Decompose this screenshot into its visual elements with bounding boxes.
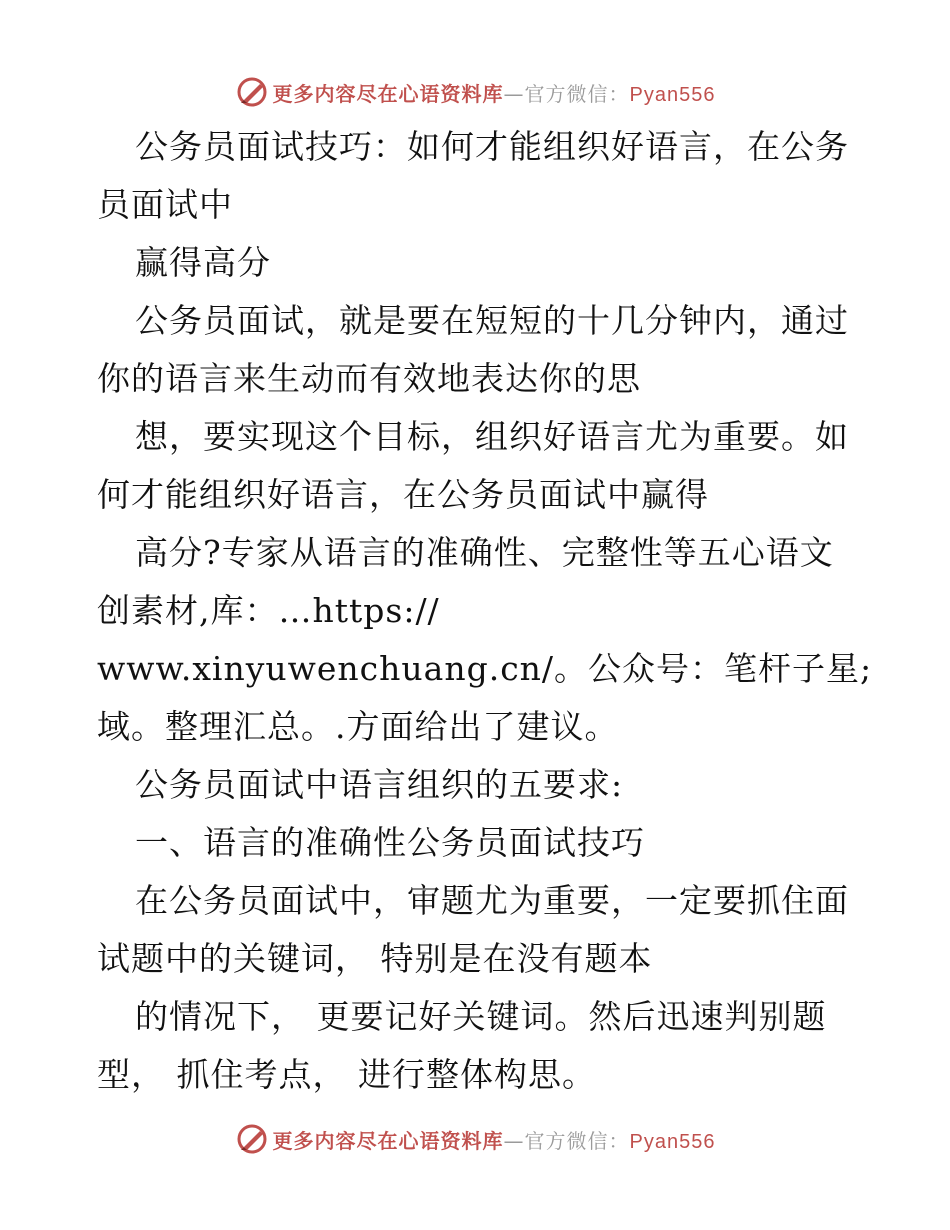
text-line: 创素材,库：…https:// bbox=[97, 591, 440, 630]
text-line: 高分?专家从语言的准确性、完整性等五心语文 bbox=[135, 533, 834, 572]
text-line: 型， 抓住考点， 进行整体构思。 bbox=[97, 1055, 596, 1094]
header-dash: — bbox=[503, 81, 525, 106]
document-body bbox=[97, 118, 873, 1104]
header-handle: Pyan556 bbox=[629, 83, 716, 106]
header-banner bbox=[0, 70, 950, 114]
footer-text bbox=[273, 1125, 716, 1154]
text-line: 你的语言来生动而有效地表达你的思 bbox=[97, 359, 641, 398]
pen-logo-icon bbox=[235, 75, 269, 109]
footer-banner bbox=[0, 1117, 950, 1161]
text-line: 想，要实现这个目标，组织好语言尤为重要。如 bbox=[135, 417, 849, 456]
text-line: 域。整理汇总。.方面给出了建议。 bbox=[97, 707, 619, 746]
text-line: 在公务员面试中，审题尤为重要，一定要抓住面 bbox=[135, 881, 849, 920]
footer-dash: — bbox=[503, 1128, 525, 1153]
text-line: 公务员面试技巧：如何才能组织好语言，在公务 bbox=[135, 127, 849, 166]
text-line: www.xinyuwenchuang.cn/。公众号：笔杆子星; bbox=[97, 649, 873, 688]
header-official: 官方微信： bbox=[524, 81, 630, 106]
text-line: 公务员面试，就是要在短短的十几分钟内，通过 bbox=[135, 301, 849, 340]
footer-official: 官方微信： bbox=[524, 1128, 630, 1153]
text-line: 一、语言的准确性公务员面试技巧 bbox=[135, 823, 645, 862]
text-line: 公务员面试中语言组织的五要求: bbox=[135, 765, 624, 804]
header-prefix: 更多内容尽在心语资料库 bbox=[272, 81, 504, 106]
footer-prefix: 更多内容尽在心语资料库 bbox=[272, 1128, 504, 1153]
text-line: 试题中的关键词， 特别是在没有题本 bbox=[97, 939, 653, 978]
pen-logo-icon bbox=[235, 1122, 269, 1156]
text-line: 何才能组织好语言，在公务员面试中赢得 bbox=[97, 475, 709, 514]
header-text bbox=[273, 78, 716, 107]
footer-handle: Pyan556 bbox=[629, 1130, 716, 1153]
text-line: 的情况下， 更要记好关键词。然后迅速判别题 bbox=[135, 997, 827, 1036]
text-line: 员面试中 bbox=[97, 185, 233, 224]
text-line: 赢得高分 bbox=[135, 243, 271, 282]
